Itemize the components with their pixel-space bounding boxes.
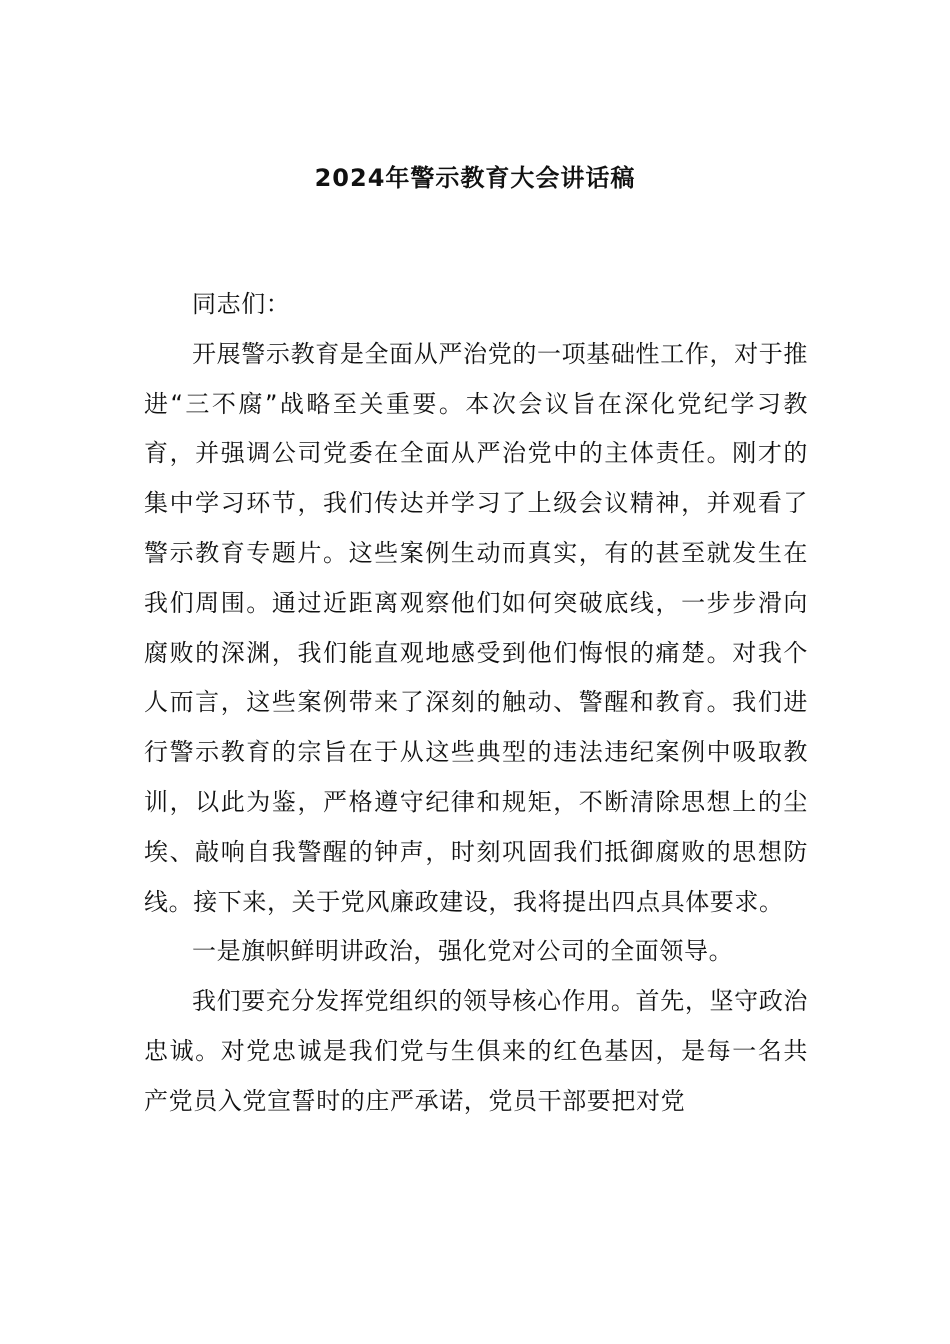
section-heading-paragraph: 一是旗帜鲜明讲政治，强化党对公司的全面领导。 [192,937,734,966]
greeting-paragraph: 同志们： [192,290,291,318]
intro-paragraph: 开展警示教育是全面从严治党的一项基础性工作，对于推进“三不腐”战略至关重要。本次会议旨在深化党纪学习教育，并强调公司党委在全面从严治党中的主体责任。刚才的集中学习环节，我们传达并学习了上级会议精神，并观看了警示教育专题片。这些案例生动而真实，有的甚至就发生在我们周围。通过近距离观察他们如何突破底线，一步步滑向腐败的深渊，我们能直观地感受到他们悔恨的痛楚。对我个人而言，这些案例带来了深刻的触动、警醒和教育。我们进行警示教育的宗旨在于从这些典型的违法违纪案例中吸取教训，以此为鉴，严格遵守纪律和规矩，不断清除思想上的尘埃、敲响自我警醒的钟声，时刻巩固我们抵御腐败的思想防线。接下来，关于党风廉政建设，我将提出四点具体要求。 [144,339,808,916]
document-title: 2024年警示教育大会讲话稿 [314,164,636,192]
body-paragraph: 我们要充分发挥党组织的领导核心作用。首先，坚守政治忠诚。对党忠诚是我们党与生俱来的红色基因，是每一名共产党员入党宣誓时的庄严承诺，党员干部要把对党 [144,987,808,1115]
document-body [144,280,808,1127]
